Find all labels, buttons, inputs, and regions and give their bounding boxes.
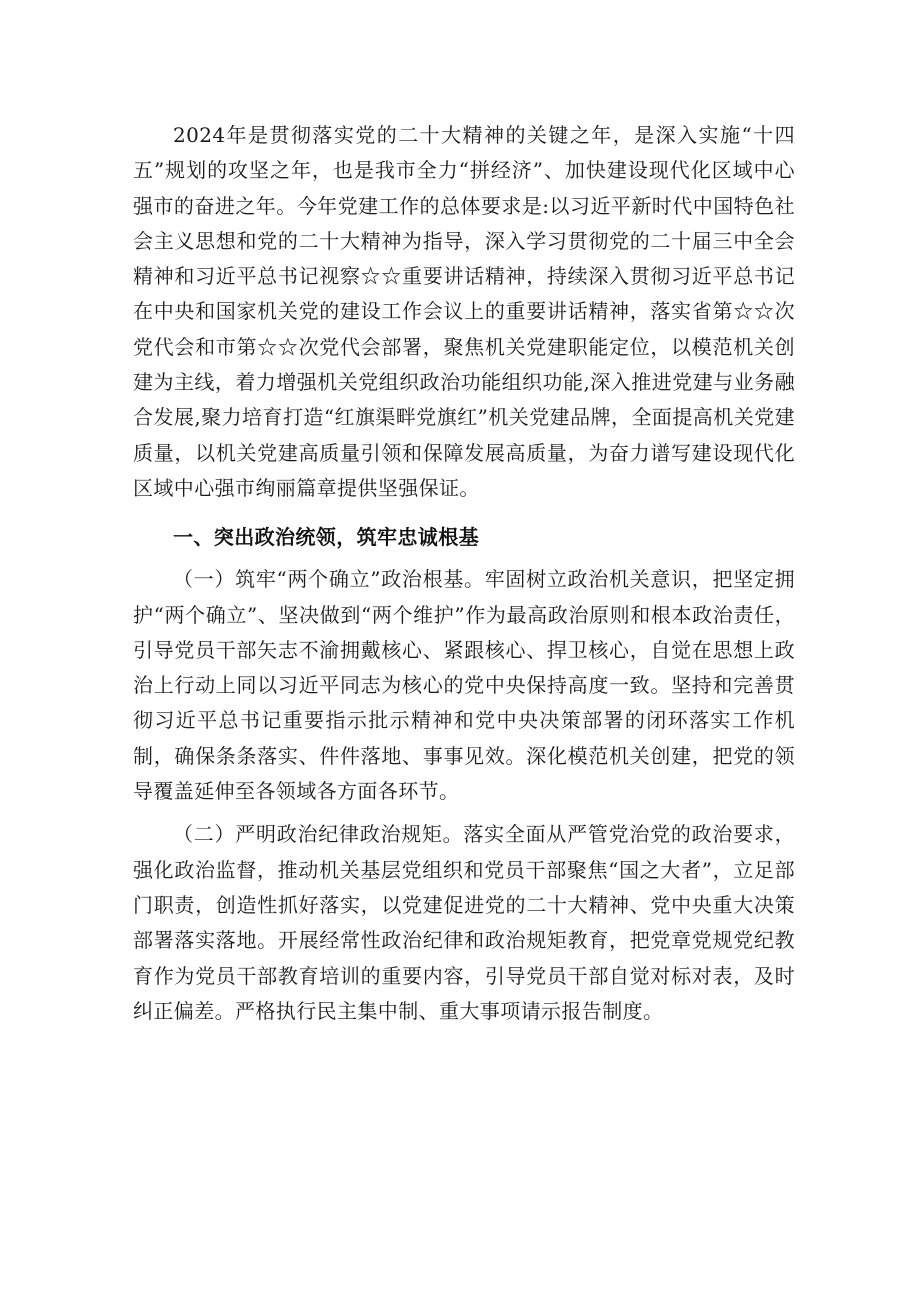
section-1-heading: 一、突出政治统领，筑牢忠诚根基 [173,525,479,550]
section-1-paragraph-1: （一）筑牢“两个确立”政治根基。牢固树立政治机关意识，把坚定拥护“两个确立”、坚决做到“两个维护”作为最高政治原则和根本政治责任，引导党员干部矢志不渝拥戴核心、紧跟核心、捍卫核心，自觉在思想上政治上行动上同以习近平同志为核心的党中央保持高度一致。坚持和完善贯彻习近平总书记重要指示批示精神和党中央决策部署的闭环落实工作机制，确保条条落实、件件落地、事事见效。深化模范机关创建，把党的领导覆盖延伸至各领域各方面各环节。 [133,567,795,804]
section-1-paragraph-2: （二）严明政治纪律政治规矩。落实全面从严管党治党的政治要求，强化政治监督，推动机关基层党组织和党员干部聚焦“国之大者”，立足部门职责，创造性抓好落实，以党建促进党的二十大精神、党中央重大决策部署落实落地。开展经常性政治纪律和政治规矩教育，把党章党规党纪教育作为党员干部教育培训的重要内容，引导党员干部自觉对标对表，及时纠正偏差。严格执行民主集中制、重大事项请示报告制度。 [133,822,795,1023]
document-body [133,118,795,1029]
intro-paragraph: 2024年是贯彻落实党的二十大精神的关键之年，是深入实施“十四五”规划的攻坚之年，也是我市全力“拼经济”、加快建设现代化区域中心强市的奋进之年。今年党建工作的总体要求是:以习近平新时代中国特色社会主义思想和党的二十大精神为指导，深入学习贯彻党的二十届三中全会精神和习近平总书记视察☆☆重要讲话精神，持续深入贯彻习近平总书记在中央和国家机关党的建设工作会议上的重要讲话精神，落实省第☆☆次党代会和市第☆☆次党代会部署，聚焦机关党建职能定位，以模范机关创建为主线，着力增强机关党组织政治功能组织功能,深入推进党建与业务融合发展,聚力培育打造“红旗渠畔党旗红”机关党建品牌，全面提高机关党建质量，以机关党建高质量引领和保障发展高质量，为奋力谱写建设现代化区域中心强市绚丽篇章提供坚强保证。 [133,123,795,500]
